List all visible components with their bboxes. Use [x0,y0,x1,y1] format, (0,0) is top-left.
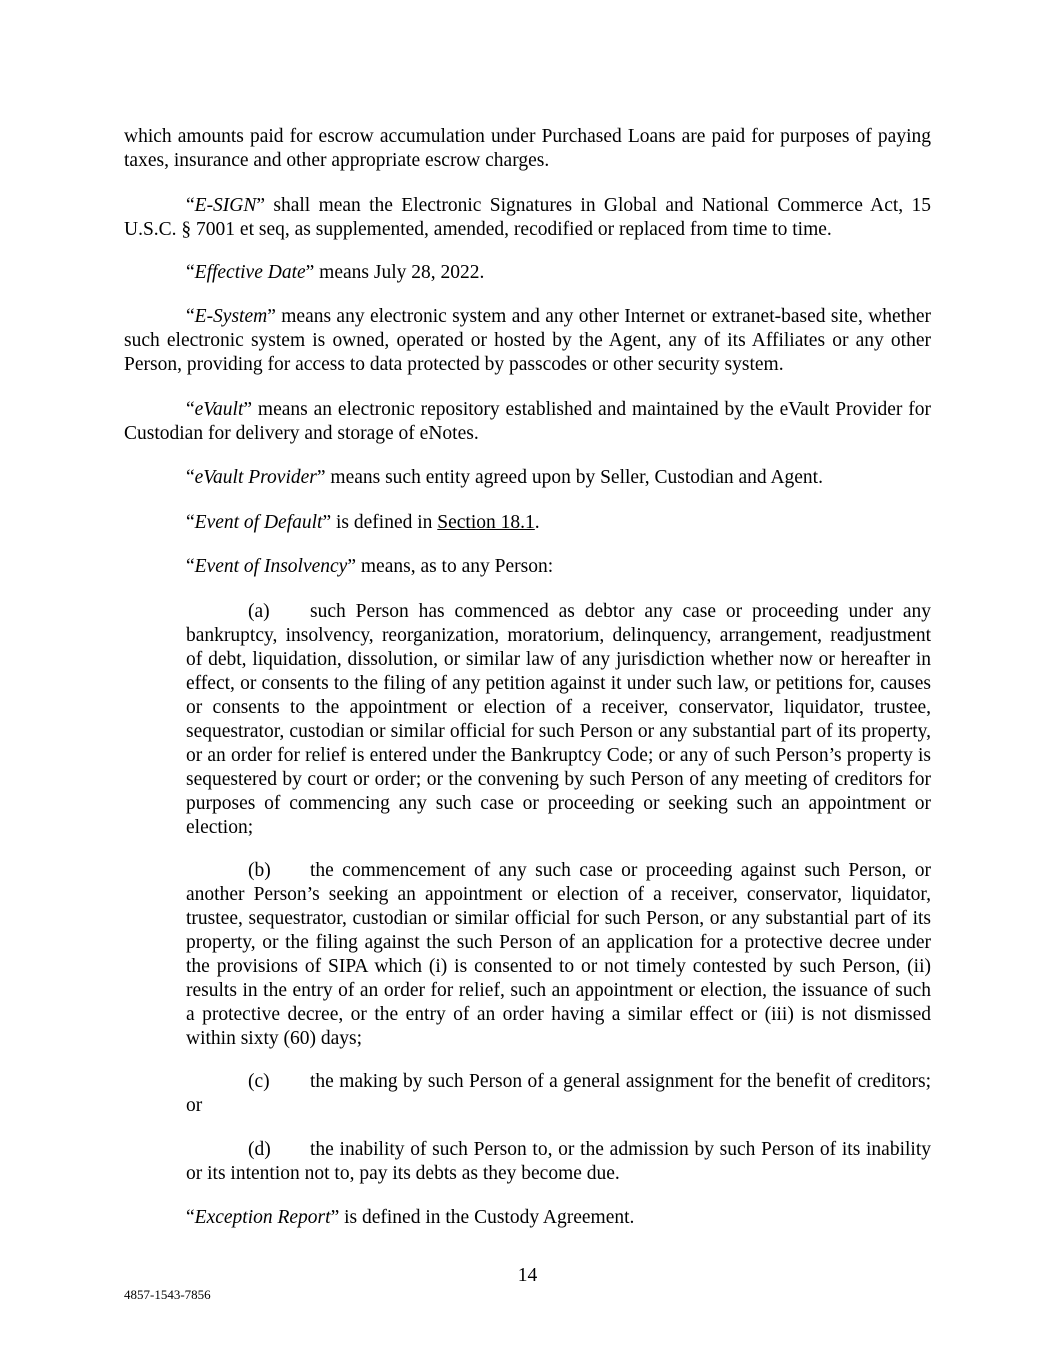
defined-term: Exception Report [194,1207,331,1228]
defined-term: Effective Date [194,262,306,283]
definition-event-of-insolvency [124,555,931,579]
section-reference-link[interactable]: Section 18.1 [437,512,535,533]
page-number: 14 [517,1265,538,1286]
insolvency-clause-d [186,1138,931,1186]
definition-end: . [534,512,540,533]
definition-text: ” means, as to any Person: [347,556,554,577]
clause-text: the commencement of any such case or proceeding against such Person, or another Person’s seeking an appointment or election of a receiver, conservator, liquidator, trustee, sequestrator, custodian or similar official for such Person, or any substantial part of its property, or the filing against the such Person of an application for a protective decree under the provisions of SIPA which (i) is consented to or not timely contested by such Person, (ii) results in the entry of an order for relief, such an appointment or election, the issuance of such a protective decree, or the entry of an order having a similar effect or (iii) is not dismissed within sixty (60) days; [186,860,931,1049]
defined-term: eVault Provider [194,467,317,488]
clause-label: (b) [248,860,271,881]
defined-term: E-System [194,306,268,327]
open-quote: “ [186,512,195,533]
defined-term: eVault [194,399,244,420]
insolvency-clause-a [186,600,931,840]
clause-label: (a) [248,601,270,622]
insolvency-clause-c [186,1070,931,1118]
insolvency-clause-b [186,859,931,1051]
definition-text: ” means July 28, 2022. [305,262,485,283]
definition-text: ” means any electronic system and any other Internet or extranet-based site, whether such electronic system is owned, operated or hosted by the Agent, any of its Affiliates or any other Person, providing for access to data protected by passcodes or other security system. [124,306,931,375]
clause-text: the inability of such Person to, or the admission by such Person of its inability or its intention not to, pay its debts as they become due. [186,1139,931,1184]
defined-term: Event of Insolvency [194,556,348,577]
clause-text: such Person has commenced as debtor any case or proceeding under any bankruptcy, insolvency, reorganization, moratorium, delinquency, arrangement, readjustment of debt, liquidation, dissolution, or similar law of any jurisdiction whether now or hereafter in effect, or consents to the filing of any petition against it under such law, or petitions for, causes or consents to the appointment or election of a receiver, conservator, liquidator, trustee, sequestrator, custodian or similar official for such Person or any substantial part of its property, or an order for relief is entered under the Bankruptcy Code; or any of such Person’s property is sequestered by court or order; or the convening by such Person of any meeting of creditors for purposes of commencing any such case or proceeding or seeking such an appointment or election; [186,601,931,838]
open-quote: “ [186,306,195,327]
open-quote: “ [186,467,195,488]
definition-text: ” shall mean the Electronic Signatures in Global and National Commerce Act, 15 U.S.C. § 7001 et seq, as supplemented, amended, recodified or replaced from time to time. [124,195,931,240]
definition-text: ” is defined in [322,512,438,533]
definition-evault-provider [124,466,931,490]
definition-text: ” means an electronic repository established and maintained by the eVault Provider for Custodian for delivery and storage of eNotes. [124,399,931,444]
open-quote: “ [186,262,195,283]
clause-text: the making by such Person of a general assignment for the benefit of creditors; or [186,1071,931,1116]
definition-effective-date [124,261,931,285]
open-quote: “ [186,399,195,420]
definition-evault [124,398,931,446]
definition-text: ” is defined in the Custody Agreement. [330,1207,635,1228]
open-quote: “ [186,556,195,577]
definition-exception-report [186,1206,634,1230]
definition-e-system [124,305,931,377]
clause-label: (d) [248,1139,271,1160]
definition-event-of-default [124,511,931,535]
open-quote: “ [186,1207,195,1228]
continuation-text: which amounts paid for escrow accumulation under Purchased Loans are paid for purposes of paying taxes, insurance and other appropriate escrow charges. [124,126,931,171]
clause-label: (c) [248,1071,270,1092]
document-id: 4857-1543-7856 [124,1287,211,1302]
continuation-paragraph [124,125,931,173]
definition-esign [124,194,931,242]
defined-term: Event of Default [194,512,323,533]
open-quote: “ [186,195,195,216]
definition-text: ” means such entity agreed upon by Seller, Custodian and Agent. [316,467,823,488]
defined-term: E-SIGN [194,195,257,216]
